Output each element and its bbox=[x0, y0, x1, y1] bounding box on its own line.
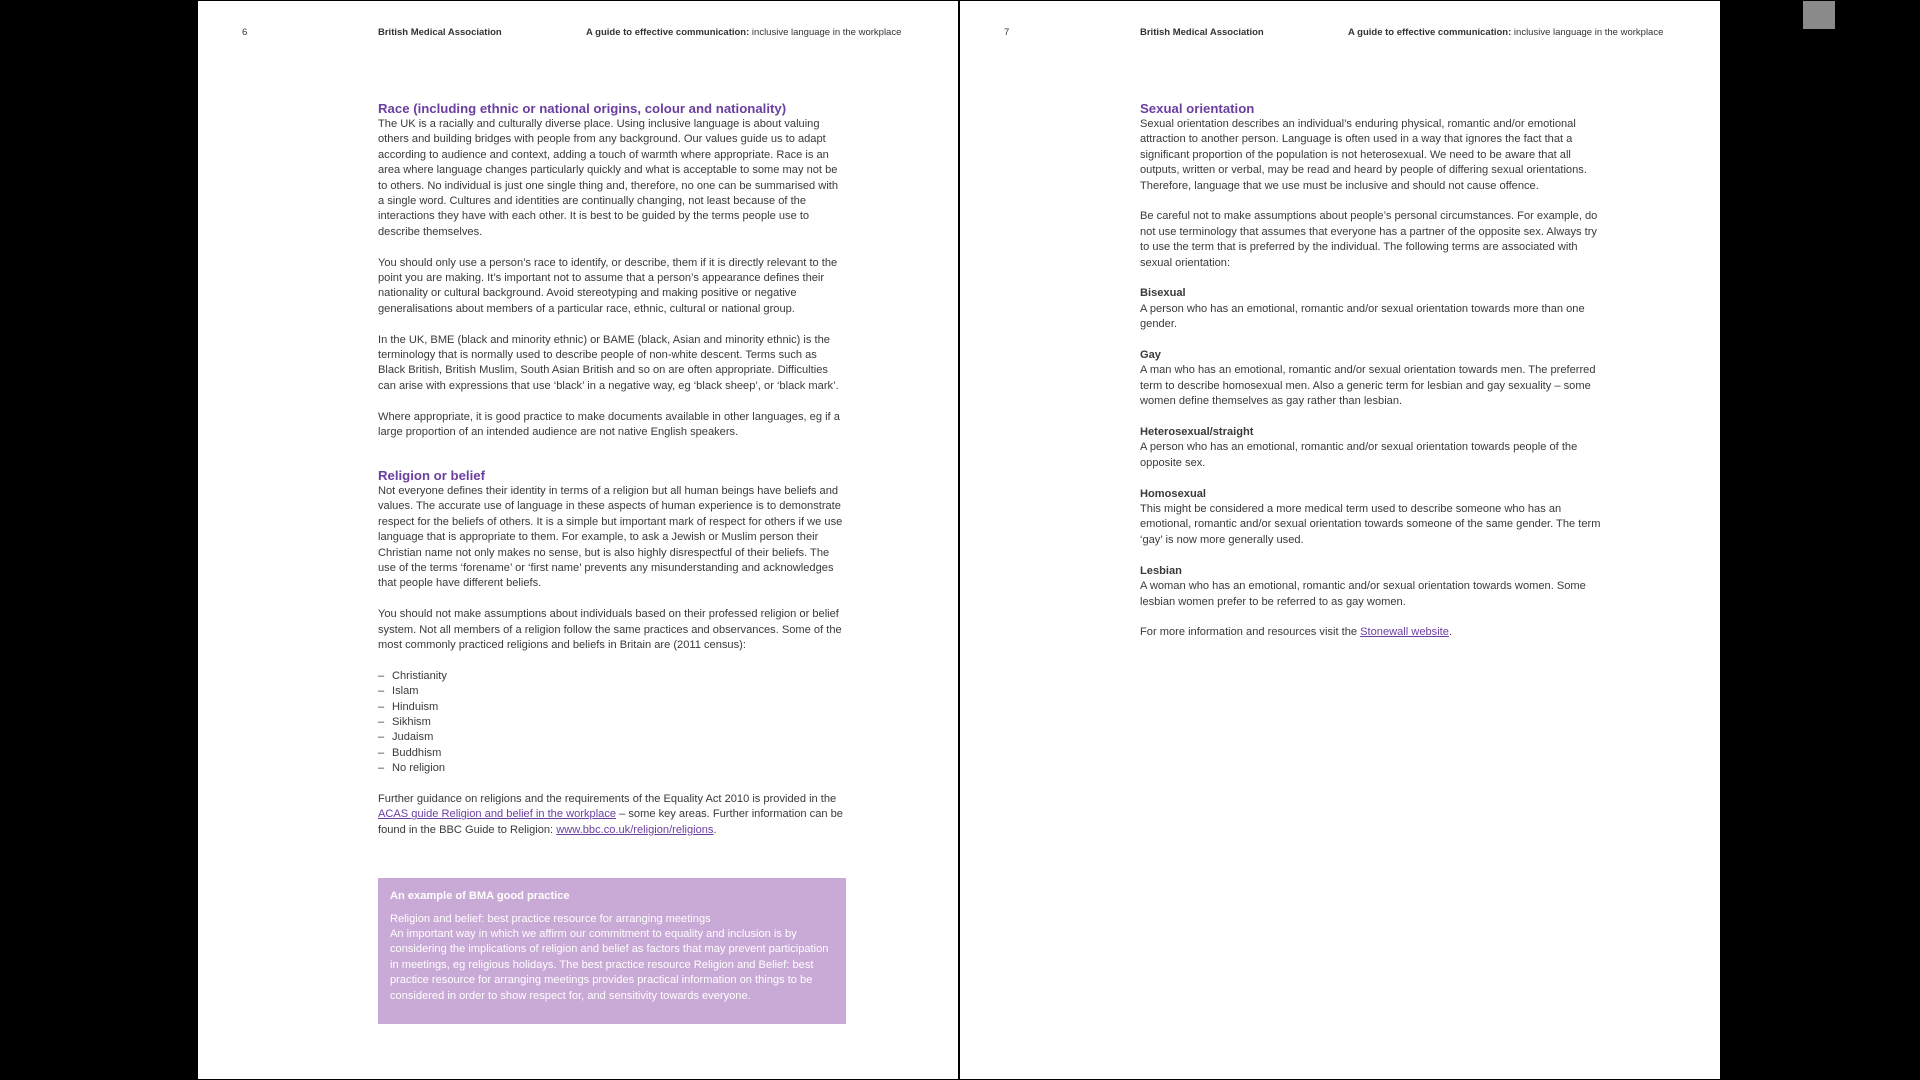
header-guide-title bbox=[586, 27, 901, 38]
callout-subtitle: Religion and belief: best practice resource for arranging meetings bbox=[390, 912, 711, 925]
guidance-text-middle: – some key areas. Further information can be found in the BBC Guide to Religion: bbox=[378, 808, 843, 836]
religion-heading: Religion or belief bbox=[378, 467, 485, 483]
term-title: Gay bbox=[1140, 349, 1161, 362]
document-page-6 bbox=[198, 1, 958, 1079]
guidance-paragraph bbox=[378, 792, 846, 838]
term-definition: This might be considered a more medical term used to describe someone who has an emotional, romantic and/or sexual orientation towards someone of the same gender. The term ‘gay’ is now more generally used. bbox=[1140, 503, 1601, 546]
term-lesbian bbox=[1140, 564, 1608, 610]
term-definition: A woman who has an emotional, romantic and/or sexual orientation towards women. Some lesbian women prefer to be referred to as gay women. bbox=[1140, 580, 1586, 608]
religion-paragraph-2: You should not make assumptions about individuals based on their professed religion or belief system. Not all members of a religion follow the same practices and observances. Some of the most commonly practiced religions and beliefs in Britain are (2011 census): bbox=[378, 608, 842, 651]
header-guide-rest: inclusive language in the workplace bbox=[749, 27, 902, 38]
header-guide-rest: inclusive language in the workplace bbox=[1511, 27, 1664, 38]
so-paragraph-2: Be careful not to make assumptions about people’s personal circumstances. For example, do not use terminology that assumes that everyone has a partner of the opposite sex. Always try to use the term that is preferred by the individual. The following terms are associated with sexual orientation: bbox=[1140, 210, 1598, 269]
guidance-text-start: Further guidance on religions and the requirements of the Equality Act 2010 is provided in the bbox=[378, 792, 837, 805]
list-item: – Buddhism bbox=[378, 746, 846, 761]
page-7-content bbox=[1140, 101, 1608, 656]
religion-paragraph-1: Not everyone defines their identity in terms of a religion but all human beings have beliefs and values. The accurate use of language in these aspects of human experience is to demonstrate respect for the beliefs of others. It is a simple but important mark of respect for others if we use language that is appropriate to them. For example, to ask a Jewish or Muslim person their Christian name not only makes no sense, but is also highly disrespectful of their beliefs. The use of the terms ‘forename’ or ‘first name’ prevents any misunderstanding and acknowledges that people have different beliefs. bbox=[378, 484, 843, 590]
term-definition: A person who has an emotional, romantic and/or sexual orientation towards people of the opposite sex. bbox=[1140, 441, 1578, 469]
header-organisation: British Medical Association bbox=[1140, 27, 1264, 38]
page-number: 6 bbox=[242, 27, 248, 38]
list-item: – Islam bbox=[378, 684, 846, 699]
header-guide-bold: A guide to effective communication: bbox=[1348, 27, 1512, 38]
term-definition: A man who has an emotional, romantic and/or sexual orientation towards men. The preferred term to describe homosexual men. Also a generic term for lesbian and gay sexuality – some women define themselves as gay rather than lesbian. bbox=[1140, 364, 1596, 408]
header-organisation: British Medical Association bbox=[378, 27, 502, 38]
list-item: – Hinduism bbox=[378, 700, 846, 715]
race-paragraph-4: Where appropriate, it is good practice to make documents available in other languages, eg if a large proportion of an intended audience are not native English speakers. bbox=[378, 410, 840, 439]
callout-body: An important way in which we affirm our commitment to equality and inclusion is by considering the implications of religion and belief as factors that may prevent participation in meetings, eg religious holidays. The best practice resource Religion and Belief: best practice resource for arranging meetings provides practical information on things to be considered in order to show respect for, and sensitivity towards everyone. bbox=[390, 927, 829, 1002]
race-heading: Race (including ethnic or national origins, colour and nationality) bbox=[378, 101, 787, 116]
header-guide-bold: A guide to effective communication: bbox=[586, 27, 750, 38]
sexual-orientation-heading: Sexual orientation bbox=[1140, 101, 1255, 116]
stonewall-link[interactable]: Stonewall website bbox=[1360, 626, 1449, 639]
term-homosexual bbox=[1140, 487, 1608, 549]
race-paragraph-1: The UK is a racially and culturally diverse place. Using inclusive language is about valuing others and building bridges with people from any background. Our values guide us to adapt according to audience and context, adding a touch of warmth where appropriate. Race is an area where language changes particularly quickly and what is acceptable to some may not be to others. No individual is just one single thing and, therefore, no one can be summarised with a single word. Cultures and identities are continually changing, not least because of the interactions they have with each other. It is best to be guided by the terms people use to describe themselves. bbox=[378, 118, 839, 238]
scrollbar-thumb[interactable] bbox=[1803, 1, 1835, 29]
term-bisexual bbox=[1140, 286, 1608, 332]
term-title: Lesbian bbox=[1140, 564, 1182, 577]
bbc-religion-link[interactable]: www.bbc.co.uk/religion/religions bbox=[556, 823, 714, 836]
term-title: Heterosexual/straight bbox=[1140, 426, 1254, 439]
guidance-text-end: . bbox=[713, 823, 717, 836]
list-item: – No religion bbox=[378, 761, 846, 776]
document-page-7 bbox=[960, 1, 1720, 1079]
term-gay bbox=[1140, 348, 1608, 410]
more-info-end: . bbox=[1448, 626, 1453, 639]
race-paragraph-2: You should only use a person’s race to identify, or describe, them if it is directly relevant to the point you are making. It’s important not to assume that a person’s appearance defines their nationality or cultural background. Avoid stereotyping and making positive or negative generalisations about members of a particular race, ethnic, cultural or national group. bbox=[378, 256, 838, 315]
list-item: – Christianity bbox=[378, 669, 846, 684]
term-definition: A person who has an emotional, romantic and/or sexual orientation towards more than one gender. bbox=[1140, 302, 1585, 331]
list-item: – Sikhism bbox=[378, 715, 846, 730]
list-item: – Judaism bbox=[378, 730, 846, 745]
good-practice-callout bbox=[378, 878, 846, 1024]
more-info-text: For more information and resources visit the bbox=[1140, 626, 1361, 639]
page-number: 7 bbox=[1004, 27, 1010, 38]
acas-guide-link[interactable]: ACAS guide Religion and belief in the workplace bbox=[378, 808, 617, 821]
term-heterosexual bbox=[1140, 425, 1608, 471]
so-paragraph-1: Sexual orientation describes an individual’s enduring physical, romantic and/or emotional attraction to another person. Language is often used in a way that ignores the fact that a significant proportion of the population is not heterosexual. We need to be aware that all outputs, written or verbal, may be read and heard by people of differing sexual orientations. Therefore, language that we use must be inclusive and should not cause offence. bbox=[1140, 118, 1587, 192]
religion-list bbox=[378, 669, 846, 777]
term-title: Bisexual bbox=[1140, 287, 1186, 300]
more-info-paragraph bbox=[1140, 625, 1608, 640]
term-title: Homosexual bbox=[1140, 487, 1206, 500]
header-guide-title bbox=[1348, 27, 1663, 38]
page-6-content bbox=[378, 101, 846, 1024]
callout-title: An example of BMA good practice bbox=[390, 890, 570, 903]
race-paragraph-3: In the UK, BME (black and minority ethnic) or BAME (black, Asian and minority ethnic) is the terminology that is normally used to describe people of non-white descent. Terms such as Black British, British Muslim, South Asian British and so on are often appropriate. Difficulties can arise with expressions that use ‘black’ in a negative way, eg ‘black sheep’, or ‘black mark’. bbox=[378, 333, 839, 392]
